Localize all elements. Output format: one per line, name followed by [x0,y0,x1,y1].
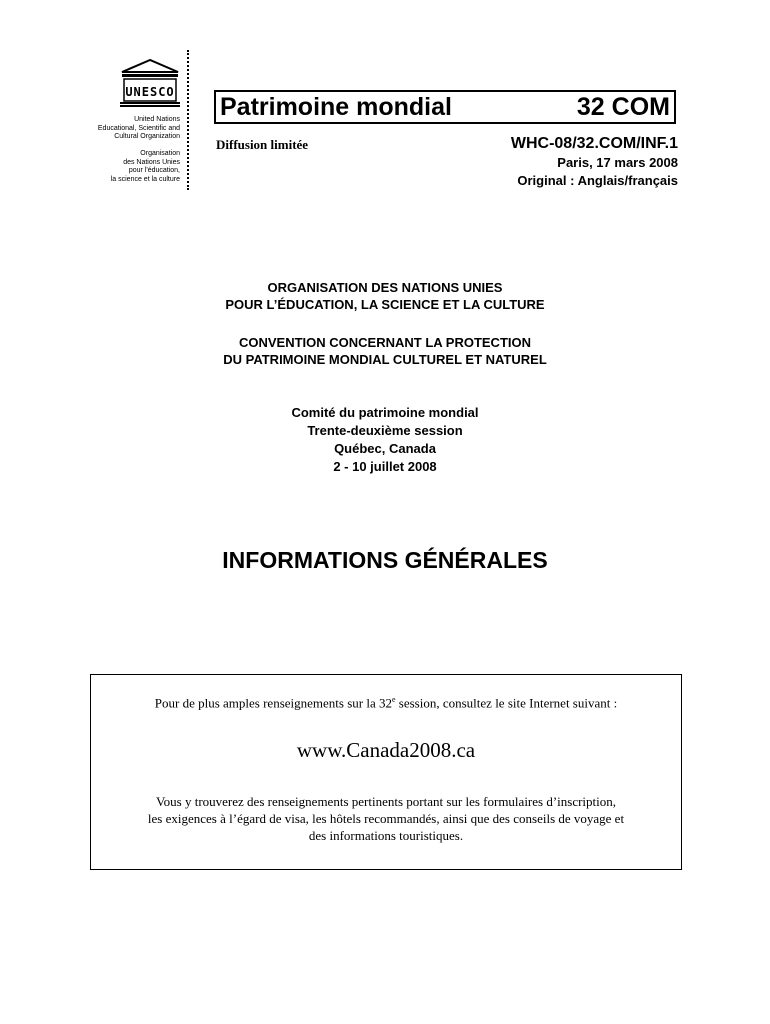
original-language: Original : Anglais/français [517,173,678,188]
organization-heading [0,279,770,313]
info-desc-line2: les exigences à l’égard de visa, les hôtels recommandés, ainsi que des conseils de voyage et [147,811,625,826]
document-reference-block [511,134,678,190]
info-desc-line3: des informations touristiques. [308,828,464,843]
info-intro-end: session, consultez le site Internet suivant : [395,695,618,711]
place-date: Paris, 17 mars 2008 [557,155,678,170]
session-dates: 2 - 10 juillet 2008 [333,459,437,474]
ordinal-superscript: e [391,695,396,704]
title-box [214,90,676,124]
convention-heading-line2: DU PATRIMOINE MONDIAL CULTUREL ET NATUREL [223,352,547,367]
logo-divider [187,50,189,190]
session-name: Trente-deuxième session [307,423,463,438]
org-heading-line2: POUR L’ÉDUCATION, LA SCIENCE ET LA CULTURE [225,297,545,312]
document-title: Patrimoine mondial [220,93,452,121]
convention-heading-line1: CONVENTION CONCERNANT LA PROTECTION [238,335,532,350]
org-name-english: United Nations Educational, Scientific and Cultural Organization [97,116,180,140]
info-desc-line1: Vous y trouverez des renseignements pertinents portant sur les formulaires d’inscription, [155,794,617,809]
diffusion-label: Diffusion limitée [216,137,309,152]
org-heading-line1: ORGANISATION DES NATIONS UNIES [267,280,503,295]
convention-heading [0,334,770,368]
info-intro [91,695,681,711]
main-title: INFORMATIONS GÉNÉRALES [222,547,548,573]
session-code: 32 COM [576,93,670,121]
info-box [90,674,682,870]
document-code: WHC-08/32.COM/INF.1 [510,135,678,152]
session-details [0,404,770,476]
unesco-wordmark: UNESCO [125,85,175,99]
info-intro-start: Pour de plus amples renseignements sur la 32 [154,695,392,711]
session-location: Québec, Canada [334,441,436,456]
unesco-temple-logo [120,58,180,108]
website-link[interactable]: www.Canada2008.ca [296,738,476,762]
org-name-french: Organisation des Nations Unies pour l'éducation, la science et la culture [110,150,180,183]
info-description [101,793,671,844]
committee-name: Comité du patrimoine mondial [291,405,479,420]
